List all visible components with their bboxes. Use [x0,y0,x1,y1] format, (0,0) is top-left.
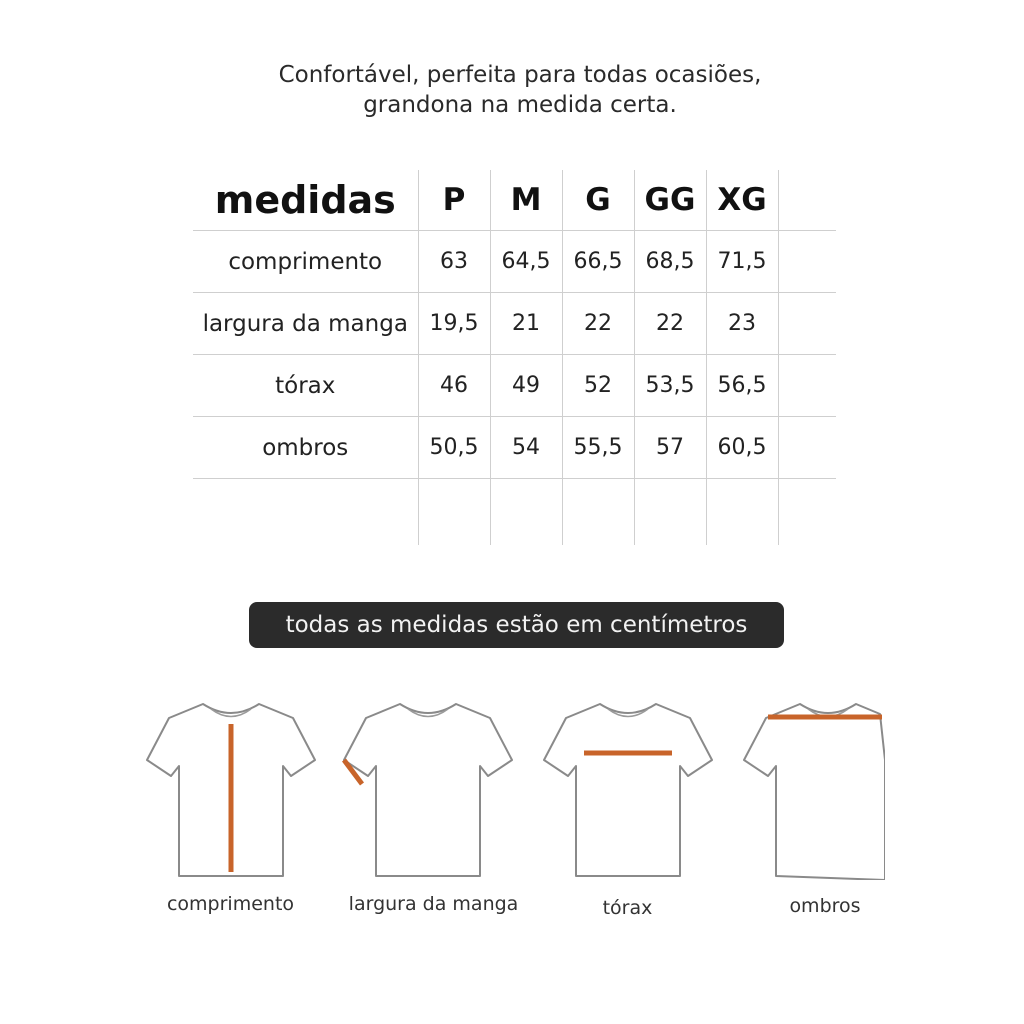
tshirt-shoulders-icon [740,700,885,880]
caption-torax: tórax [602,897,653,919]
size-header-g: G [562,170,634,231]
table-cell: 46 [418,355,490,417]
table-cell: 64,5 [490,231,562,293]
tshirt-chest-icon [540,700,715,880]
table-cell: 22 [634,293,706,355]
row-label: ombros [193,417,418,479]
table-spacer-cell [778,293,836,355]
table-cell [418,479,490,546]
size-header-gg: GG [634,170,706,231]
intro-text [200,60,840,120]
table-cell [490,479,562,546]
table-title: medidas [193,170,418,231]
table-cell: 50,5 [418,417,490,479]
table-header-row [193,170,836,231]
table-cell: 54 [490,417,562,479]
row-label: largura da manga [193,293,418,355]
table-cell: 21 [490,293,562,355]
table-spacer-cell [778,479,836,546]
table-cell: 71,5 [706,231,778,293]
table-cell: 63 [418,231,490,293]
table-cell: 22 [562,293,634,355]
table-cell [634,479,706,546]
table-cell: 57 [634,417,706,479]
table-row [193,417,836,479]
size-header-xg: XG [706,170,778,231]
table-cell [562,479,634,546]
row-label: comprimento [193,231,418,293]
table-cell: 19,5 [418,293,490,355]
tshirt-length-icon [143,700,318,880]
table-cell: 49 [490,355,562,417]
table-cell: 52 [562,355,634,417]
table-cell: 23 [706,293,778,355]
intro-line-1: Confortável, perfeita para todas ocasiões, [278,62,762,88]
units-note-banner: todas as medidas estão em centímetros [249,602,784,648]
table-cell: 68,5 [634,231,706,293]
table-cell: 53,5 [634,355,706,417]
row-label: tórax [193,355,418,417]
table-spacer-cell [778,417,836,479]
intro-line-2: grandona na medida certa. [363,92,677,118]
table-spacer-cell [778,231,836,293]
size-header-p: P [418,170,490,231]
table-spacer-cell [778,355,836,417]
caption-ombros: ombros [789,895,861,917]
table-empty-row [193,479,836,546]
tshirt-sleeve-icon [340,700,515,880]
table-row [193,355,836,417]
table-cell: 56,5 [706,355,778,417]
caption-largura-da-manga: largura da manga [348,893,519,915]
table-cell [193,479,418,546]
table-cell [706,479,778,546]
table-row [193,231,836,293]
size-header-m: M [490,170,562,231]
table-row [193,293,836,355]
table-cell: 55,5 [562,417,634,479]
table-cell: 60,5 [706,417,778,479]
table-spacer-cell [778,170,836,231]
size-table [193,170,836,545]
table-cell: 66,5 [562,231,634,293]
caption-comprimento: comprimento [166,893,295,915]
